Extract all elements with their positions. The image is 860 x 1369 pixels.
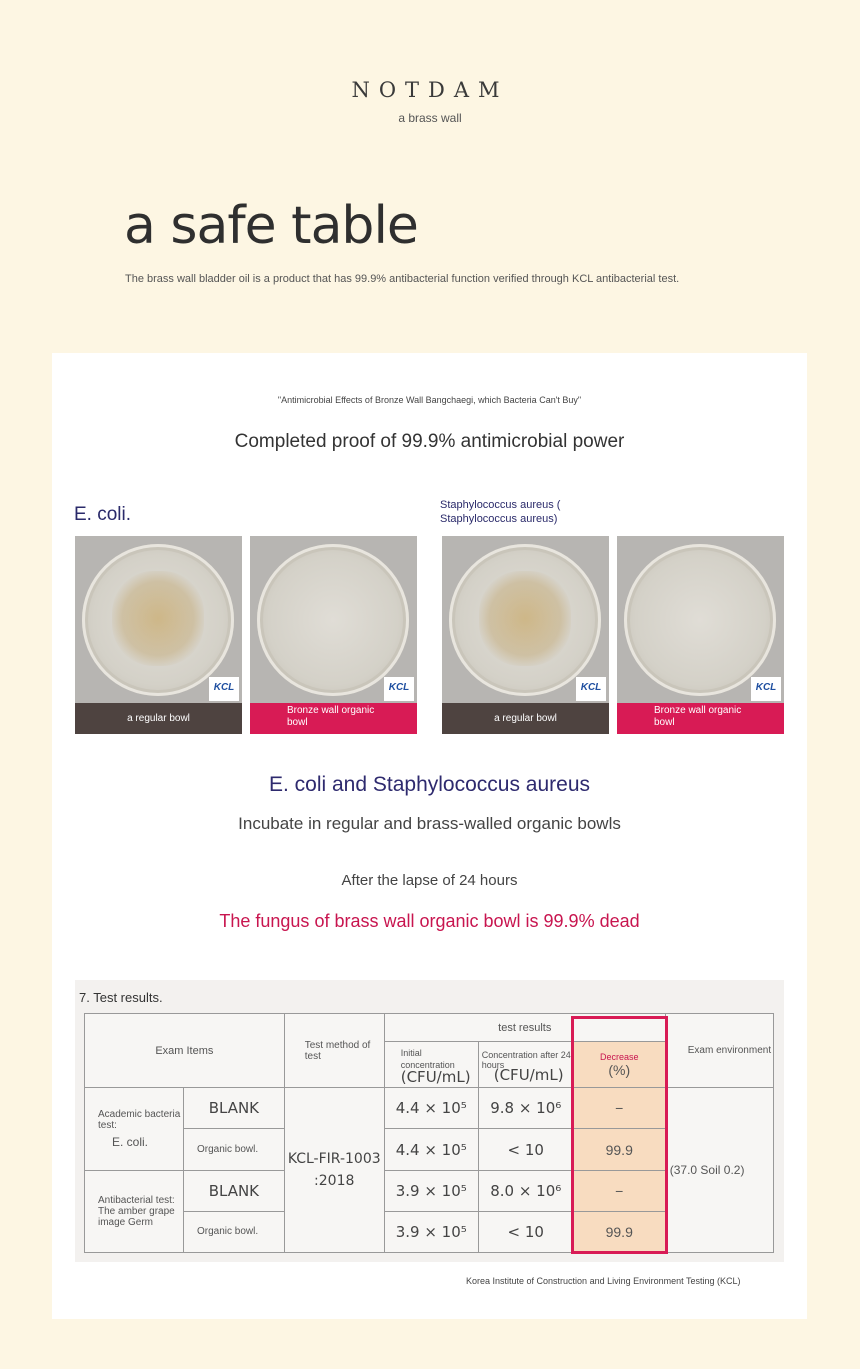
summary-time: After the lapse of 24 hours [341, 872, 518, 889]
row-item: Organic bowl. [184, 1129, 285, 1170]
dish-staph-regular [442, 536, 609, 734]
row-initial: 4.4 × 10⁵ [384, 1088, 478, 1129]
group-ecoli: Academic bacteria test: E. coli. [85, 1088, 184, 1170]
row-initial: 3.9 × 10⁵ [384, 1170, 478, 1211]
row-decrease: 99.9 [573, 1129, 665, 1170]
row-after: 9.8 × 10⁶ [478, 1088, 573, 1129]
row-decrease: − [573, 1088, 665, 1129]
brand-subtitle: a brass wall [398, 111, 462, 125]
row-item: BLANK [184, 1088, 285, 1129]
th-env: Exam environment [665, 1014, 773, 1088]
th-exam-items: Exam Items [85, 1014, 285, 1088]
row-decrease: − [573, 1170, 665, 1211]
group-staph: Antibacterial test: The amber grape image Germ [85, 1170, 184, 1252]
quote-text: "Antimicrobial Effects of Bronze Wall Bangchaegi, which Bacteria Can't Buy" [277, 395, 582, 405]
dish-ecoli-regular [75, 536, 242, 734]
kcl-logo: KCL [576, 677, 606, 701]
kcl-logo: KCL [751, 677, 781, 701]
ecoli-label: E. coli. [74, 504, 132, 525]
kcl-logo: KCL [384, 677, 414, 701]
antimicrobial-card [52, 353, 807, 1319]
dish-staph-brass [617, 536, 784, 734]
dish-caption: Bronze wall organic bowl [250, 703, 417, 734]
row-initial: 4.4 × 10⁵ [384, 1129, 478, 1170]
test-results-table [84, 1013, 774, 1253]
staph-label: Staphylococcus aureus ( Staphylococcus aureus) [440, 499, 561, 525]
brand-logo: NOTDAM [351, 78, 509, 102]
dish-caption: a regular bowl [75, 703, 242, 734]
th-results: test results [384, 1014, 665, 1042]
row-initial: 3.9 × 10⁵ [384, 1211, 478, 1252]
summary-result: The fungus of brass wall organic bowl is 99.9% dead [219, 911, 640, 931]
th-after: Concentration after 24 hours (CFU/mL) [478, 1042, 573, 1088]
test-results-panel [75, 980, 784, 1262]
row-after: 8.0 × 10⁶ [478, 1170, 573, 1211]
kcl-logo: KCL [209, 677, 239, 701]
th-decrease: Decrease (%) [573, 1042, 665, 1088]
row-item: Organic bowl. [184, 1211, 285, 1252]
summary-subtitle: Incubate in regular and brass-walled organic bowls [238, 814, 621, 833]
th-method: Test method of test [284, 1014, 384, 1088]
env-value: (37.0 Soil 0.2) [665, 1088, 773, 1253]
row-decrease: 99.9 [573, 1211, 665, 1252]
page-title: a safe table [124, 196, 418, 256]
summary-title: E. coli and Staphylococcus aureus [268, 773, 591, 796]
dish-caption: Bronze wall organic bowl [617, 703, 784, 734]
row-item: BLANK [184, 1170, 285, 1211]
row-after: < 10 [478, 1211, 573, 1252]
row-after: < 10 [478, 1129, 573, 1170]
source-note: Korea Institute of Construction and Living Environment Testing (KCL) [466, 1276, 741, 1286]
proof-headline: Completed proof of 99.9% antimicrobial power [234, 431, 625, 452]
dish-ecoli-brass [250, 536, 417, 734]
test-method-value: KCL-FIR-1003 :2018 [284, 1088, 384, 1253]
decrease-highlight-box [571, 1016, 668, 1254]
page-description: The brass wall bladder oil is a product that has 99.9% antibacterial function verified through KCL antibacterial test. [125, 273, 680, 285]
test-heading: 7. Test results. [79, 990, 163, 1005]
th-initial: Initial concentration (CFU/mL) [384, 1042, 478, 1088]
dish-caption: a regular bowl [442, 703, 609, 734]
